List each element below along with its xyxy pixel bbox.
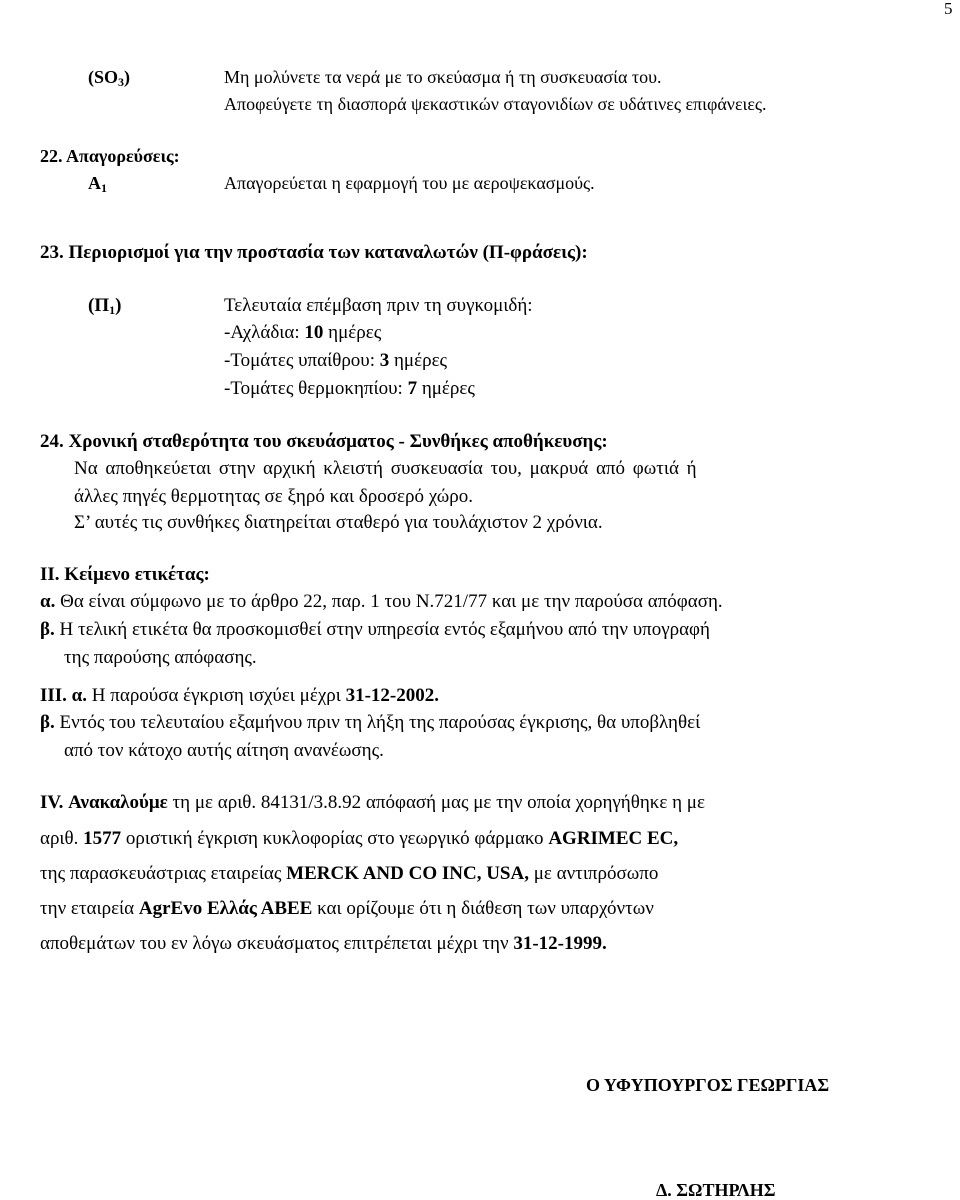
section-24-line-2: άλλες πηγές θερμοτητας σε ξηρό και δροσερό χώρο. [74, 486, 473, 507]
section-iv-line-2: αριθ. 1577 οριστική έγκριση κυκλοφορίας στο γεωργικό φάρμακο AGRIMEC EC, [40, 828, 679, 849]
section-22-text: Απαγορεύεται η εφαρμογή του με αεροψεκασμούς. [224, 173, 595, 193]
section-23-item-1: -Αχλάδια: 10 ημέρες [224, 322, 382, 343]
section-iv-line-5: αποθεμάτων του εν λόγω σκευάσματος επιτρέπεται μέχρι την 31-12-1999. [40, 933, 607, 954]
section-iii-item-b: β. Εντός του τελευταίου εξαμήνου πριν τη λήξη της παρούσας έγκρισης, θα υποβληθεί [40, 712, 701, 733]
so3-line-2: Αποφεύγετε τη διασπορά ψεκαστικών σταγονιδίων σε υδάτινες επιφάνειες. [224, 94, 767, 114]
section-24-heading: 24. Χρονική σταθερότητα του σκευάσματος - Συνθήκες αποθήκευσης: [40, 431, 608, 452]
section-iii-item-a: ΙΙΙ. α. Η παρούσα έγκριση ισχύει μέχρι 31-12-2002. [40, 685, 440, 706]
section-iii-item-b-cont: από τον κάτοχο αυτής αίτηση ανανέωσης. [64, 740, 384, 761]
page-number: 5 [944, 0, 953, 18]
section-23-item-3: -Τομάτες θερμοκηπίου: 7 ημέρες [224, 378, 475, 399]
section-iv-line-1: ΙV. Ανακαλούμε τη με αριθ. 84131/3.8.92 απόφασή μας με την οποία χορηγήθηκε η με [40, 792, 705, 813]
section-iv-line-4: την εταιρεία AgrEvo Ελλάς ΑΒΕΕ και ορίζουμε ότι η διάθεση των υπαρχόντων [40, 898, 654, 919]
section-22-heading: 22. Απαγορεύσεις: [40, 146, 180, 166]
section-23-code: $(\Pi_1)$ [88, 295, 122, 317]
section-ii-item-a: α. Θα είναι σύμφωνο με το άρθρο 22, παρ. 1 του Ν.721/77 και με την παρούσα απόφαση. [40, 591, 723, 612]
section-22-code: $A_1$ [88, 173, 107, 195]
section-23-heading: 23. Περιορισμοί για την προστασία των καταναλωτών (Π-φράσεις): [40, 242, 588, 263]
so3-code: $(SO_3)$ [88, 67, 131, 89]
section-ii-item-b: β. Η τελική ετικέτα θα προσκομισθεί στην υπηρεσία εντός εξαμήνου από την υπογραφή [40, 619, 710, 640]
signature-name: Δ. ΣΩΤΗΡΛΗΣ [656, 1180, 776, 1200]
section-24-line-3: Σ’ αυτές τις συνθήκες διατηρείται σταθερό για τουλάχιστον 2 χρόνια. [74, 512, 603, 533]
section-iv-line-3: της παρασκευάστριας εταιρείας MERCK AND CO INC, USA, με αντιπρόσωπο [40, 863, 659, 884]
section-24-line-1: Να αποθηκεύεται στην αρχική κλειστή συσκευασία του, μακρυά από φωτιά ή [74, 458, 697, 479]
section-23-line-1: Τελευταία επέμβαση πριν τη συγκομιδή: [224, 295, 533, 316]
so3-line-1: Μη μολύνετε τα νερά με το σκεύασμα ή τη συσκευασία του. [224, 67, 662, 87]
signature-title: Ο ΥΦΥΠΟΥΡΓΟΣ ΓΕΩΡΓΙΑΣ [586, 1075, 830, 1095]
section-23-item-2: -Τομάτες υπαίθρου: 3 ημέρες [224, 350, 448, 371]
section-ii-heading: ΙΙ. Κείμενο ετικέτας: [40, 564, 210, 585]
section-ii-item-b-cont: της παρούσης απόφασης. [64, 647, 257, 668]
